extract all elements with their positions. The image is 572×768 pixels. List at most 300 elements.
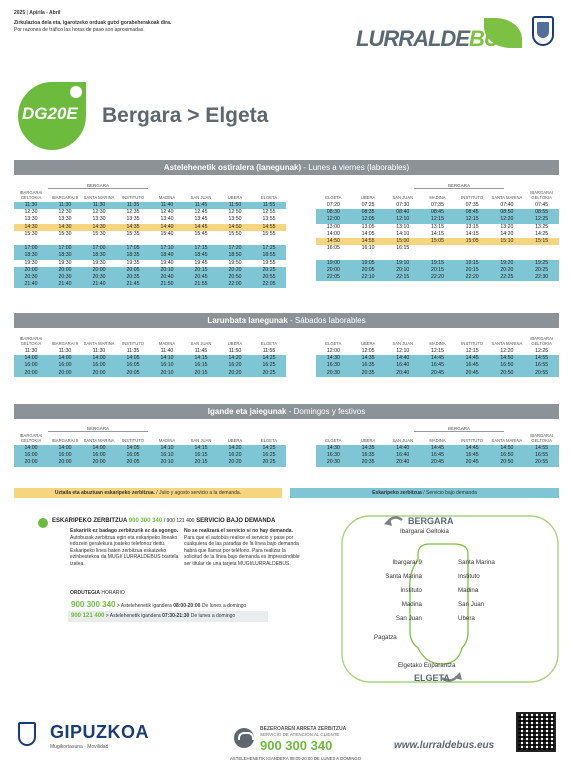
time-cell: 12:00	[316, 216, 351, 223]
time-cell: 11:30	[82, 348, 116, 355]
time-cell: 21:40	[14, 281, 48, 288]
city-bergara: BERGARA	[408, 516, 454, 526]
top-notice: 2025 | Apirila - Abril Zirkulazioa dela eta, igarotzeko orduak gutxi gorabeherakoak dira. Por razones de tráfico las horas de paso son aproximadas.	[14, 10, 314, 34]
time-cell: 20:00	[82, 370, 116, 377]
col-header: IBARGARAI GELTOKIA	[530, 190, 554, 200]
group-right-sun: BERGARA	[414, 426, 504, 432]
table-row	[316, 202, 559, 209]
table-row	[316, 362, 559, 369]
time-cell: 14:55	[351, 238, 386, 245]
time-cell: 22:10	[351, 274, 386, 281]
time-cell: 12:50	[218, 209, 252, 216]
col-header: SAN JUAN	[190, 341, 212, 346]
time-cell: 20:10	[150, 267, 184, 274]
time-cell: 22:05	[316, 274, 351, 281]
time-cell: 16:25	[252, 452, 286, 459]
phone-icon	[38, 518, 48, 528]
col-header: IBARGARAI GELTOKIA	[530, 336, 554, 346]
time-cell: 21:40	[82, 281, 116, 288]
time-cell: 14:25	[252, 355, 286, 362]
website-link[interactable]: www.lurraldebus.eus	[394, 740, 495, 751]
time-cell: 18:50	[218, 252, 252, 259]
time-cell: 14:30	[14, 224, 48, 231]
time-cell: 14:00	[14, 445, 48, 452]
time-cell: 11:50	[218, 348, 252, 355]
time-cell: 15:45	[184, 231, 218, 238]
time-cell: 19:05	[351, 260, 386, 267]
time-cell: 15:30	[48, 231, 82, 238]
time-cell: 14:45	[184, 224, 218, 231]
time-cell: 20:05	[116, 267, 150, 274]
notice-es: Por razones de tráfico las horas de paso son aproximadas.	[14, 27, 145, 33]
time-cell: 16:30	[316, 452, 351, 459]
table-row	[316, 452, 559, 459]
time-cell: 20:00	[48, 459, 82, 466]
time-cell: 20:55	[524, 459, 559, 466]
schedule-row-1: 900 300 340 > Astelehenetik igandera 08:00-20:00 De lunes a domingo	[71, 600, 247, 609]
time-cell: 14:00	[82, 355, 116, 362]
time-cell: 07:35	[455, 202, 490, 209]
time-cell: 16:45	[455, 362, 490, 369]
table-row	[316, 445, 559, 452]
time-cell: 14:40	[150, 224, 184, 231]
time-cell: 11:30	[48, 348, 82, 355]
col-header: ELGETA	[325, 341, 342, 346]
legend-on-demand: Eskaripeko zerbitzua / Servicio bajo demanda	[290, 488, 559, 498]
col-header: IBARGARAI GELTOKIA	[19, 336, 43, 346]
time-cell: 12:30	[82, 209, 116, 216]
time-cell: 16:05	[316, 245, 351, 252]
time-cell: 19:20	[490, 260, 525, 267]
time-cell: 12:30	[14, 209, 48, 216]
time-cell: 14:55	[252, 224, 286, 231]
time-cell: 20:00	[14, 370, 48, 377]
time-cell: 07:35	[420, 202, 455, 209]
time-cell: 22:15	[385, 274, 420, 281]
time-cell: 20:05	[116, 459, 150, 466]
sunday-return-table	[316, 429, 559, 467]
time-cell: 20:40	[385, 459, 420, 466]
time-cell: 18:30	[14, 252, 48, 259]
table-row	[14, 274, 286, 281]
time-cell: 20:45	[455, 459, 490, 466]
time-cell	[150, 238, 184, 245]
time-cell: 11:35	[116, 202, 150, 209]
time-cell: 14:45	[420, 445, 455, 452]
time-cell: 16:55	[524, 452, 559, 459]
weekday-return-table	[316, 186, 559, 281]
time-cell: 22:25	[490, 274, 525, 281]
time-cell: 14:30	[316, 445, 351, 452]
time-cell: 14:40	[385, 445, 420, 452]
time-cell: 14:05	[116, 445, 150, 452]
time-cell: 20:25	[252, 267, 286, 274]
col-header: SANTA MARINA	[491, 195, 523, 200]
col-header: SANTA MARINA	[491, 341, 523, 346]
time-cell: 20:30	[82, 274, 116, 281]
time-cell: 16:30	[316, 362, 351, 369]
time-cell: 12:40	[150, 209, 184, 216]
stop-elgetako-enparantza: Elgetako Enparantza	[398, 662, 456, 669]
time-cell: 21:55	[184, 281, 218, 288]
time-cell	[524, 252, 559, 259]
time-cell: 14:35	[351, 445, 386, 452]
time-cell: 15:10	[490, 238, 525, 245]
table-row	[14, 452, 286, 459]
time-cell: 11:30	[14, 202, 48, 209]
col-header: SAN JUAN	[190, 438, 212, 443]
time-cell: 15:00	[385, 238, 420, 245]
col-header: ELGETA	[260, 341, 278, 346]
time-cell: 20:00	[82, 459, 116, 466]
headset-icon	[234, 728, 254, 748]
time-cell: 07:25	[351, 202, 386, 209]
stop-left-0: Ibargarai 9	[392, 559, 422, 566]
col-header: UBERA	[227, 438, 243, 443]
col-header: UBERA	[227, 341, 243, 346]
time-cell: 20:50	[218, 274, 252, 281]
col-header: INSTITUTO	[121, 341, 145, 346]
time-cell: 13:10	[385, 224, 420, 231]
col-header: SAN JUAN	[392, 341, 414, 346]
time-cell: 17:00	[14, 245, 48, 252]
table-row	[14, 216, 286, 223]
table-row	[14, 231, 286, 238]
time-cell: 12:25	[524, 216, 559, 223]
line-badge	[18, 82, 86, 150]
time-cell: 19:10	[385, 260, 420, 267]
stop-left-4: San Juan	[395, 615, 422, 622]
time-cell: 11:30	[48, 202, 82, 209]
time-cell: 12:25	[524, 348, 559, 355]
time-cell: 16:35	[351, 452, 386, 459]
time-cell: 14:10	[150, 445, 184, 452]
col-header: UBERA	[360, 438, 376, 443]
col-header: IBARGARAI 9	[51, 195, 79, 200]
time-cell: 15:30	[14, 231, 48, 238]
time-cell: 16:00	[82, 452, 116, 459]
time-cell: 14:30	[316, 355, 351, 362]
on-demand-text-eu: Eskaririk ez badago zerbitzurik ez da egongo. Autobusak zerbitzua egin eta eskaripeko lineako edozein geralekura joateko telefonoz deitu. Eskaripeko linea baten zerbitzua eskatzeko ezinbestekoa da MUGI/ LURRALDEBUS txartela izatea.	[70, 528, 179, 567]
table-row	[14, 281, 286, 288]
gipuzkoa-shield-icon	[532, 16, 554, 46]
col-header: UBERA	[360, 195, 376, 200]
time-cell: 15:35	[116, 231, 150, 238]
time-cell: 20:00	[48, 267, 82, 274]
service-hours: ASTELEHENETIK IGANDERA 08:00-20:00 DE LUNES A DOMINGO	[230, 756, 362, 761]
time-cell: 20:45	[184, 274, 218, 281]
time-cell: 12:15	[455, 216, 490, 223]
service-label-eu: BEZEROAREN ARRETA ZERBITZUA	[260, 726, 347, 732]
route-title: Bergara > Elgeta	[102, 104, 269, 127]
time-cell: 17:00	[48, 245, 82, 252]
time-cell: 13:00	[316, 224, 351, 231]
col-header: UBERA	[360, 341, 376, 346]
time-cell: 20:20	[490, 267, 525, 274]
time-cell: 16:45	[420, 362, 455, 369]
col-header: MADINA	[429, 341, 446, 346]
table-row	[316, 231, 559, 238]
time-cell: 14:00	[48, 355, 82, 362]
line-code: DG20E	[22, 104, 78, 123]
time-cell	[385, 252, 420, 259]
time-cell: 19:45	[184, 260, 218, 267]
stop-left-3: Madina	[401, 601, 422, 608]
saturday-return-table	[316, 332, 559, 377]
time-cell: 15:30	[82, 231, 116, 238]
col-header: IBARGARAI GELTOKIA	[530, 433, 554, 443]
time-cell: 14:25	[524, 231, 559, 238]
brand-a: LURRALDE	[356, 26, 469, 51]
time-cell	[116, 238, 150, 245]
time-cell: 11:55	[252, 202, 286, 209]
stop-right-0: Santa Marina	[458, 559, 495, 566]
table-row	[316, 370, 559, 377]
stop-pagatza: Pagatza	[374, 634, 397, 641]
col-header: INSTITUTO	[461, 195, 484, 200]
time-cell: 19:30	[82, 260, 116, 267]
time-cell: 13:30	[14, 216, 48, 223]
col-header: MADINA	[158, 438, 176, 443]
time-cell: 22:20	[455, 274, 490, 281]
time-cell: 14:00	[14, 355, 48, 362]
time-cell: 14:20	[490, 231, 525, 238]
brand-b: BUS	[469, 26, 513, 51]
time-cell	[252, 238, 286, 245]
time-cell: 16:10	[150, 452, 184, 459]
time-cell: 14:50	[490, 445, 525, 452]
time-cell: 20:10	[385, 267, 420, 274]
time-cell: 21:40	[48, 281, 82, 288]
time-cell: 12:15	[420, 216, 455, 223]
time-cell: 11:30	[14, 348, 48, 355]
stop-right-2: Madina	[458, 587, 479, 594]
time-cell: 11:45	[184, 202, 218, 209]
col-header: ELGETA	[260, 195, 278, 200]
time-cell: 14:00	[316, 231, 351, 238]
table-row	[14, 355, 286, 362]
time-cell: 12:55	[252, 209, 286, 216]
time-cell: 12:20	[490, 348, 525, 355]
phone-icon	[70, 86, 82, 98]
saturday-outbound-table	[14, 332, 286, 377]
time-cell: 18:45	[184, 252, 218, 259]
time-cell: 15:05	[455, 238, 490, 245]
time-cell: 12:15	[420, 348, 455, 355]
time-cell: 14:35	[351, 355, 386, 362]
stop-ibargarai-geltokia: Ibargarai Geltokia	[400, 528, 449, 535]
time-cell: 14:15	[184, 355, 218, 362]
time-cell: 22:05	[252, 281, 286, 288]
time-cell: 20:15	[184, 459, 218, 466]
time-cell: 19:50	[218, 260, 252, 267]
col-header: SANTA MARINA	[491, 438, 523, 443]
time-cell: 20:00	[48, 370, 82, 377]
time-cell: 08:45	[420, 209, 455, 216]
time-cell: 12:10	[385, 216, 420, 223]
route-diagram	[338, 514, 562, 684]
col-header: ELGETA	[260, 438, 278, 443]
table-row	[14, 370, 286, 377]
time-cell: 20:40	[150, 274, 184, 281]
col-header: INSTITUTO	[461, 341, 484, 346]
time-cell: 13:35	[116, 216, 150, 223]
time-cell: 22:00	[218, 281, 252, 288]
time-cell: 13:45	[184, 216, 218, 223]
time-cell: 20:30	[316, 459, 351, 466]
time-cell: 18:55	[252, 252, 286, 259]
time-cell: 14:40	[385, 355, 420, 362]
col-header: MADINA	[429, 438, 446, 443]
group-left-sun: BERGARA	[48, 426, 148, 432]
time-cell: 08:55	[524, 209, 559, 216]
time-cell: 13:55	[252, 216, 286, 223]
time-cell: 17:15	[184, 245, 218, 252]
table-row	[316, 224, 559, 231]
time-cell: 20:00	[316, 267, 351, 274]
time-cell: 12:45	[184, 209, 218, 216]
time-cell: 16:35	[351, 362, 386, 369]
col-header: INSTITUTO	[121, 195, 145, 200]
time-cell	[184, 238, 218, 245]
time-cell: 20:35	[351, 370, 386, 377]
col-header: INSTITUTO	[121, 438, 145, 443]
time-cell: 12:20	[490, 216, 525, 223]
table-row	[316, 238, 559, 245]
time-cell: 20:50	[490, 459, 525, 466]
time-cell: 14:55	[524, 445, 559, 452]
time-cell: 20:05	[351, 267, 386, 274]
time-cell: 20:25	[252, 459, 286, 466]
stop-right-1: Instituto	[458, 573, 480, 580]
time-cell: 08:40	[385, 209, 420, 216]
legend-summer-demand: Uztaila eta abuztuan eskaripeko zerbitzua. / Julio y agosto servicio a la demanda.	[14, 488, 282, 498]
time-cell: 14:50	[316, 238, 351, 245]
time-cell: 13:15	[455, 224, 490, 231]
time-cell: 12:15	[455, 348, 490, 355]
col-header: UBERA	[227, 195, 243, 200]
time-cell: 20:15	[420, 267, 455, 274]
time-cell: 16:20	[218, 362, 252, 369]
time-cell: 19:55	[252, 260, 286, 267]
time-cell: 20:55	[524, 370, 559, 377]
time-cell: 18:35	[116, 252, 150, 259]
time-cell: 20:55	[252, 274, 286, 281]
time-cell: 20:00	[82, 267, 116, 274]
time-cell: 14:55	[524, 355, 559, 362]
time-cell: 18:30	[48, 252, 82, 259]
group-left: BERGARA	[48, 183, 148, 189]
time-cell: 20:30	[48, 274, 82, 281]
time-cell: 17:20	[218, 245, 252, 252]
time-cell: 16:00	[48, 362, 82, 369]
time-cell: 14:20	[218, 445, 252, 452]
time-cell: 08:50	[490, 209, 525, 216]
time-cell: 15:50	[218, 231, 252, 238]
col-header: SANTA MARINA	[83, 438, 115, 443]
gipuzkoa-shield-icon	[18, 722, 36, 746]
time-cell: 13:30	[48, 216, 82, 223]
year: 2025	[14, 10, 26, 16]
time-cell	[420, 245, 455, 252]
time-cell: 16:50	[490, 362, 525, 369]
col-header: ELGETA	[325, 195, 342, 200]
time-cell: 12:05	[351, 216, 386, 223]
col-header: IBARGARAI GELTOKIA	[19, 190, 43, 200]
time-cell: 20:20	[218, 370, 252, 377]
table-row	[14, 245, 286, 252]
time-cell: 19:30	[14, 260, 48, 267]
time-cell: 16:45	[420, 452, 455, 459]
table-row	[14, 224, 286, 231]
col-header: ELGETA	[325, 438, 342, 443]
time-cell: 20:15	[184, 370, 218, 377]
col-header: IBARGARAI 9	[51, 341, 79, 346]
group-right: BERGARA	[414, 183, 504, 189]
service-phone: 900 300 340	[260, 738, 333, 753]
time-cell: 16:25	[252, 362, 286, 369]
qr-code-icon[interactable]	[516, 712, 556, 752]
time-cell: 14:00	[82, 445, 116, 452]
time-cell: 12:30	[48, 209, 82, 216]
time-cell: 15:05	[420, 238, 455, 245]
schedule-label: ORDUTEGIA HORARIO	[70, 590, 125, 596]
time-cell: 20:00	[14, 267, 48, 274]
on-demand-text-es: No se realizará el servicio si no hay demanda. Para que el autobús realice el servicio y pase por cualquiera de las paradas de la línea bajo demanda habrá que llamar por teléfono. Para realizar la solicitud de la línea bajo demanda es imprescindible ser titular de una tarjeta MUGI/LURRALDEBUS.	[184, 528, 300, 567]
time-cell: 17:00	[82, 245, 116, 252]
time-cell: 14:10	[385, 231, 420, 238]
time-cell: 07:30	[385, 202, 420, 209]
time-cell: 13:05	[351, 224, 386, 231]
time-cell: 16:05	[116, 452, 150, 459]
stop-left-2: Instituto	[400, 587, 422, 594]
time-cell: 17:05	[116, 245, 150, 252]
time-cell: 11:55	[252, 348, 286, 355]
time-cell	[351, 252, 386, 259]
time-cell: 20:20	[218, 267, 252, 274]
col-header: INSTITUTO	[461, 438, 484, 443]
time-cell: 13:40	[150, 216, 184, 223]
time-cell: 19:15	[420, 260, 455, 267]
notice-eu: Zirkulazioa dela eta, igarotzeko orduak gutxi gorabeherakoak dira.	[14, 20, 172, 26]
time-cell: 16:40	[385, 452, 420, 459]
time-cell: 07:20	[316, 202, 351, 209]
table-row	[14, 252, 286, 259]
time-cell: 11:40	[150, 348, 184, 355]
col-header: SANTA MARINA	[83, 341, 115, 346]
time-cell: 14:30	[48, 224, 82, 231]
time-cell: 20:30	[316, 370, 351, 377]
col-header: IBARGARAI GELTOKIA	[19, 433, 43, 443]
time-cell: 13:25	[524, 224, 559, 231]
time-cell: 12:10	[385, 348, 420, 355]
time-cell: 14:25	[252, 445, 286, 452]
time-cell: 14:05	[116, 355, 150, 362]
table-row	[14, 459, 286, 466]
time-cell: 16:10	[351, 245, 386, 252]
time-cell: 08:30	[316, 209, 351, 216]
col-header: SANTA MARINA	[83, 195, 115, 200]
table-row	[14, 362, 286, 369]
edition: Apirila - Abril	[29, 10, 61, 16]
time-cell: 08:35	[351, 209, 386, 216]
time-cell: 16:00	[82, 362, 116, 369]
table-row	[316, 274, 559, 281]
time-cell: 22:30	[524, 274, 559, 281]
stop-right-3: San Juan	[458, 601, 485, 608]
time-cell: 14:50	[490, 355, 525, 362]
time-cell	[490, 245, 525, 252]
